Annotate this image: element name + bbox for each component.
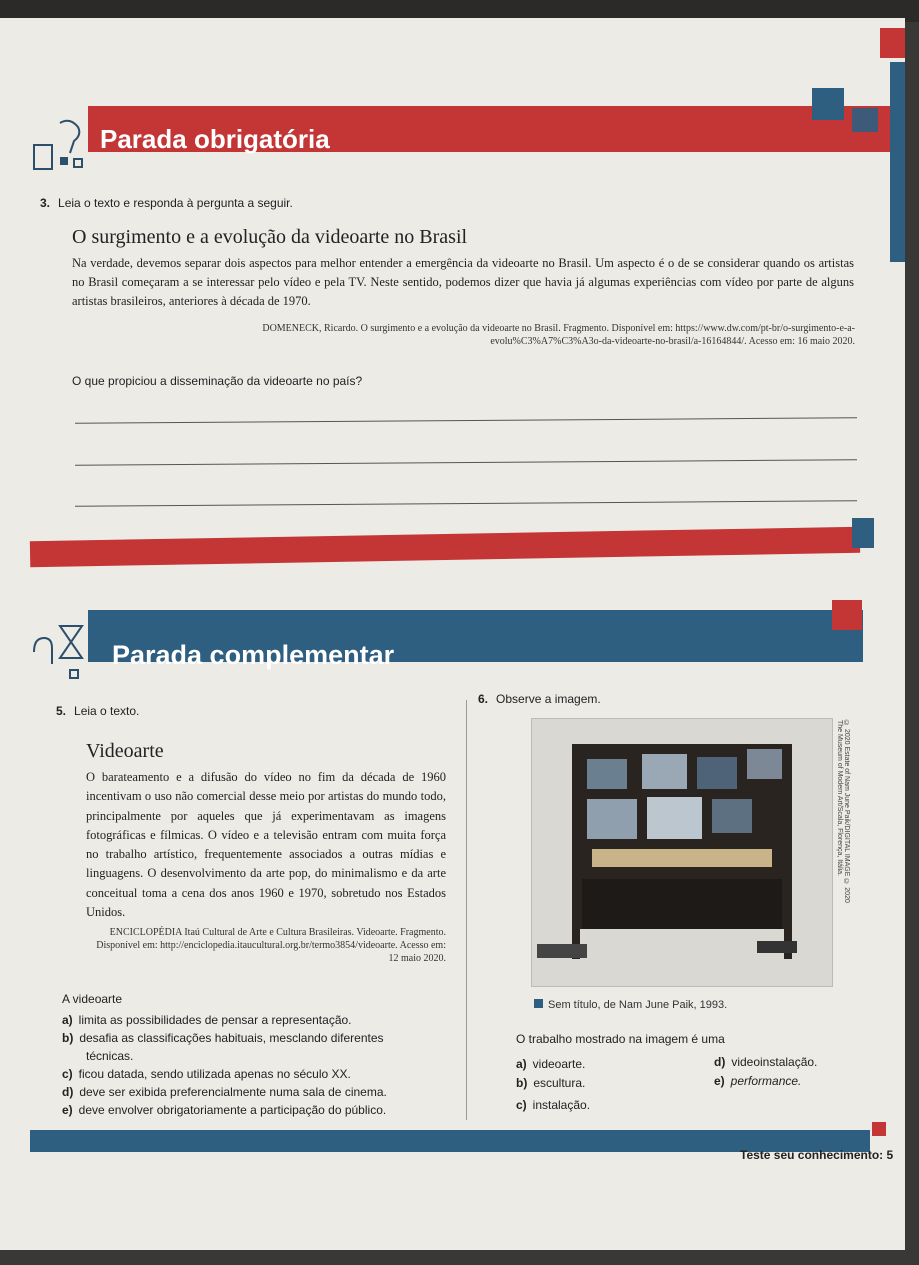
- decor-square: [852, 518, 874, 548]
- question-instruction: Leia o texto.: [74, 704, 140, 718]
- option-letter: c): [62, 1067, 73, 1081]
- option-5b[interactable]: [62, 1031, 384, 1045]
- option-5e[interactable]: [62, 1103, 386, 1117]
- photo-credit: © 2020 Estate of Nam June Paik/DIGITAL IMAGE © 2020 The Museum of Modern Art/Scala, Florença, Itália.: [836, 720, 850, 903]
- option-5c[interactable]: [62, 1067, 351, 1081]
- question-number: 3.: [40, 196, 51, 210]
- option-6e[interactable]: [714, 1074, 801, 1088]
- column-divider: [466, 700, 467, 1120]
- question-stem: O trabalho mostrado na imagem é uma: [516, 1032, 725, 1046]
- artwork-photo: [531, 718, 833, 987]
- option-text: videoarte.: [532, 1057, 586, 1071]
- option-letter: e): [62, 1103, 73, 1117]
- question-5-prompt: [56, 704, 139, 718]
- encyclopedia-reference: ENCICLOPÉDIA Itaú Cultural de Arte e Cultura Brasileiras. Videoarte. Fragmento. Disponível em: http://enciclopedia.itaucultural.org.br/termo3854/videoarte. Acesso em: 12 maio 2020.: [96, 927, 446, 964]
- option-5b-cont: técnicas.: [86, 1049, 134, 1063]
- question-stem: A videoarte: [62, 992, 123, 1006]
- article-body: Na verdade, devemos separar dois aspectos para melhor entender a emergência da videoarte no Brasil. Um aspecto é o de se considerar quando os artistas no Brasil começaram a se interessar pelo vídeo e pela TV. Neste sentido, podemos dizer que havia já algumas experiências com vídeo por parte de alguns artistas brasileiros, anteriores à década de 1970.: [72, 256, 854, 308]
- question-number: 6.: [478, 692, 489, 706]
- question-instruction: Observe a imagem.: [496, 692, 601, 706]
- option-letter: e): [714, 1074, 725, 1088]
- decor-square: [872, 1122, 886, 1136]
- question-3-prompt: [40, 196, 293, 210]
- option-text: ficou datada, sendo utilizada apenas no século XX.: [78, 1067, 351, 1081]
- option-6a[interactable]: [516, 1057, 585, 1071]
- option-text: limita as possibilidades de pensar a representação.: [78, 1013, 352, 1027]
- section-title-2: Parada complementar: [112, 640, 395, 670]
- question-6-prompt: [478, 692, 601, 706]
- decor-square: [832, 600, 862, 630]
- option-6c[interactable]: [516, 1098, 590, 1112]
- option-6d[interactable]: [714, 1055, 817, 1069]
- option-text: videoinstalação.: [731, 1055, 818, 1069]
- option-5a[interactable]: [62, 1013, 352, 1027]
- caption-marker-icon: [534, 999, 543, 1008]
- option-letter: b): [516, 1076, 528, 1090]
- article-title: O surgimento e a evolução da videoarte no Brasil: [72, 226, 468, 248]
- article-reference: DOMENECK, Ricardo. O surgimento e a evolução da videoarte no Brasil. Fragmento. Disponível em: https://www.dw.com/pt-br/o-surgimento-e-a-evolu%C3%A7%C3%A3o-da-videoarte-no-brasil/a-16164844/. Acesso em: 16 maio 2020.: [262, 323, 855, 347]
- decor-square: [852, 108, 878, 132]
- option-letter: c): [516, 1098, 527, 1112]
- option-text: instalação.: [532, 1098, 591, 1112]
- option-letter: b): [62, 1031, 74, 1045]
- encyclopedia-body: O barateamento e a difusão do vídeo no fim da década de 1960 incentivam o uso não comercial desse meio por artistas do mundo todo, principalmente por aqueles que já experimentavam as imagens fotográficas e fílmicas. O vídeo e a televisão entram com muita força no trabalho artístico, frequentemente associados a outras mídias e linguagens. O desenvolvimento da arte pop, do minimalismo e da arte conceitual toma a cena dos anos 1960 e 1970, sobretudo nos Estados Unidos.: [86, 770, 446, 920]
- caption-text: Sem título, de Nam June Paik, 1993.: [548, 999, 728, 1011]
- decor-square: [890, 62, 905, 262]
- encyclopedia-title: Videoarte: [86, 740, 164, 762]
- option-text: desafia as classificações habituais, mesclando diferentes: [79, 1031, 384, 1045]
- option-letter: a): [62, 1013, 73, 1027]
- decor-square: [812, 88, 844, 120]
- option-text: deve envolver obrigatoriamente a participação do público.: [78, 1103, 387, 1117]
- option-5d[interactable]: [62, 1085, 387, 1099]
- option-text: deve ser exibida preferencialmente numa sala de cinema.: [79, 1085, 387, 1099]
- photo-caption: [534, 999, 727, 1011]
- decor-square: [880, 28, 905, 58]
- question-number: 5.: [56, 704, 67, 718]
- option-6b[interactable]: [516, 1076, 585, 1090]
- section-title-1: Parada obrigatória: [100, 124, 330, 154]
- open-question: O que propiciou a disseminação da videoarte no país?: [72, 374, 363, 388]
- option-letter: d): [62, 1085, 74, 1099]
- brain-book-icon: [30, 115, 90, 185]
- option-text: performance.: [730, 1074, 802, 1088]
- option-letter: d): [714, 1055, 726, 1069]
- question-instruction: Leia o texto e responda à pergunta a seguir.: [58, 196, 293, 210]
- footer-label: Teste seu conhecimento: 5: [740, 1148, 894, 1162]
- hand-hourglass-icon: [30, 622, 90, 688]
- option-letter: a): [516, 1057, 527, 1071]
- option-text: escultura.: [533, 1076, 586, 1090]
